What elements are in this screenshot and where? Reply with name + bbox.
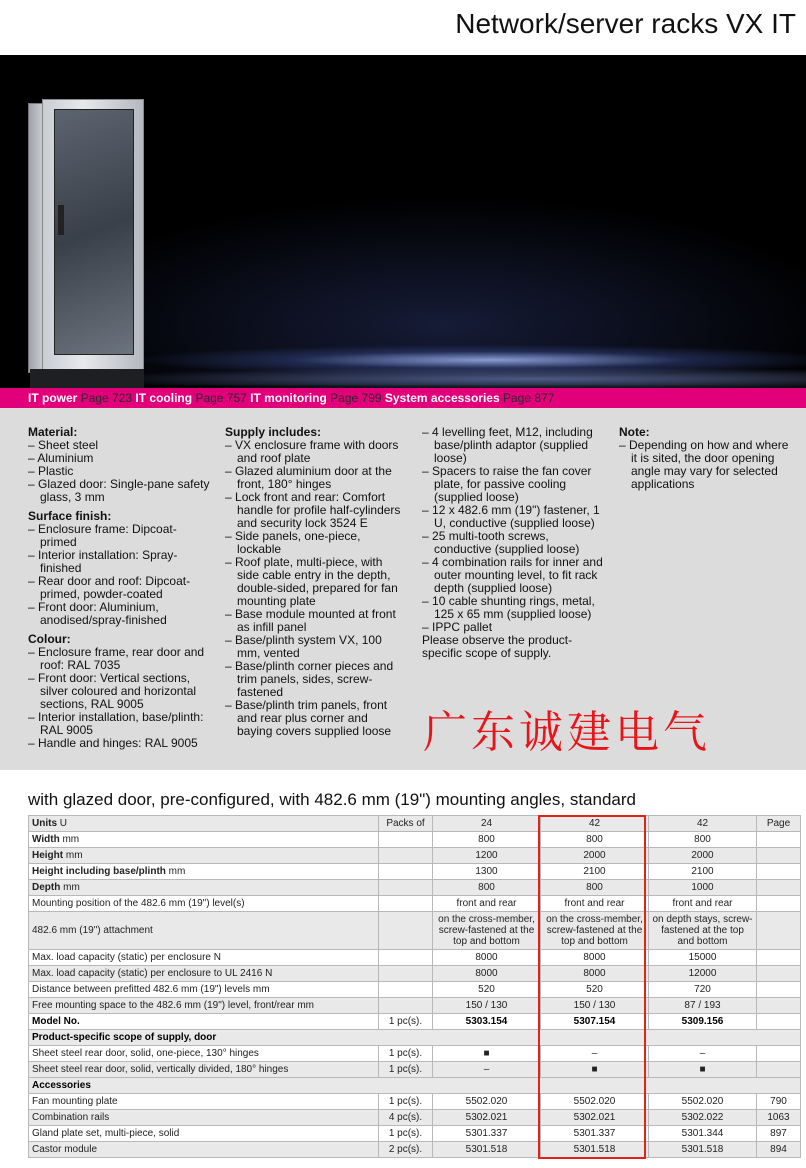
crosslink-page[interactable]: Page 799 <box>330 391 382 405</box>
value-cell: 800 <box>433 832 541 848</box>
colour-item: – Handle and hinges: RAL 9005 <box>28 737 213 750</box>
page-cell <box>757 1062 801 1078</box>
row-label-cell <box>29 982 379 998</box>
value-cell: 8000 <box>541 950 649 966</box>
units-unit: U <box>59 818 68 829</box>
value-cell: 5301.344 <box>649 1126 757 1142</box>
row-label: 482.6 mm (19") attachment <box>32 925 153 936</box>
row-label: Height <box>32 850 64 861</box>
supply-item: – 4 combination rails for inner and outer mounting level, to fit rack depth (supplied loose) <box>422 556 604 595</box>
row-label-cell <box>29 880 379 896</box>
row-unit: mm <box>63 882 80 893</box>
value-cell: 800 <box>433 880 541 896</box>
note-item: – Depending on how and where it is sited, the door opening angle may vary for selected applications <box>619 439 795 491</box>
crosslink-page[interactable]: Page 723 <box>80 391 133 405</box>
row-label: Height including base/plinth <box>32 866 166 877</box>
packs-cell <box>379 832 433 848</box>
value-cell: on depth stays, screw-fastened at the top and bottom <box>649 912 757 950</box>
page-cell <box>757 832 801 848</box>
page-header: Page <box>757 816 801 832</box>
crosslink-page[interactable]: Page 757 <box>195 391 247 405</box>
row-label-cell: Gland plate set, multi-piece, solid <box>29 1126 379 1142</box>
row-label-cell <box>29 998 379 1014</box>
row-label: Max. load capacity (static) per enclosure N <box>32 952 221 963</box>
supply-item: – Base/plinth system VX, 100 mm, vented <box>225 634 405 660</box>
row-label: Width <box>32 834 60 845</box>
section-row-door <box>29 1030 801 1046</box>
units-value-cell: 42 <box>541 816 649 832</box>
value-cell: 5301.518 <box>433 1142 541 1158</box>
value-cell: 5502.020 <box>541 1094 649 1110</box>
value-cell: 720 <box>649 982 757 998</box>
page-title: Network/server racks VX IT <box>455 8 796 39</box>
value-cell: – <box>433 1062 541 1078</box>
packs-cell <box>379 864 433 880</box>
page-cell <box>757 880 801 896</box>
page-cell <box>757 864 801 880</box>
packs-cell <box>379 848 433 864</box>
spec-column-material <box>28 426 213 750</box>
value-cell: 5301.337 <box>433 1126 541 1142</box>
value-cell: 1300 <box>433 864 541 880</box>
units-value-cell: 42 <box>649 816 757 832</box>
supply-item: – 25 multi-tooth screws, conductive (supplied loose) <box>422 530 604 556</box>
table-row <box>29 896 801 912</box>
section-heading-cell: Product-specific scope of supply, door <box>29 1030 801 1046</box>
value-cell: 5302.021 <box>433 1110 541 1126</box>
table-row <box>29 982 801 998</box>
surface-item: – Rear door and roof: Dipcoat-primed, powder-coated <box>28 575 213 601</box>
value-cell: 15000 <box>649 950 757 966</box>
packs-cell: 1 pc(s). <box>379 1046 433 1062</box>
value-cell: 5302.021 <box>541 1110 649 1126</box>
row-label-cell <box>29 896 379 912</box>
value-cell: 5302.022 <box>649 1110 757 1126</box>
surface-item: – Enclosure frame: Dipcoat-primed <box>28 523 213 549</box>
table-row <box>29 950 801 966</box>
value-cell: 150 / 130 <box>433 998 541 1014</box>
spec-column-note <box>619 426 795 491</box>
units-label: Units <box>32 818 57 829</box>
value-cell: 520 <box>433 982 541 998</box>
model-row <box>29 1014 801 1030</box>
packs-cell: 1 pc(s). <box>379 1126 433 1142</box>
supply-item: – Lock front and rear: Comfort handle for profile half-cylinders and security lock 3524 E <box>225 491 405 530</box>
supply-item: – Roof plate, multi-piece, with side cable entry in the depth, double-sided, prepared for fan mounting plate <box>225 556 405 608</box>
supply-item: – 12 x 482.6 mm (19") fastener, 1 U, conductive (supplied loose) <box>422 504 604 530</box>
page-cell <box>757 848 801 864</box>
supply-item: – 10 cable shunting rings, metal, 125 x 65 mm (supplied loose) <box>422 595 604 621</box>
colour-item: – Front door: Vertical sections, silver coloured and horizontal sections, RAL 9005 <box>28 672 213 711</box>
value-cell: 520 <box>541 982 649 998</box>
value-cell: 5301.518 <box>649 1142 757 1158</box>
section-heading-cell: Accessories <box>29 1078 801 1094</box>
crosslink-label[interactable]: IT cooling <box>135 391 193 405</box>
table-row <box>29 880 801 896</box>
row-label: Free mounting space to the 482.6 mm (19") level, front/rear mm <box>32 1000 315 1011</box>
supply-item: – Base module mounted at front as infill panel <box>225 608 405 634</box>
note-heading: Note: <box>619 425 650 439</box>
supply-item: – Spacers to raise the fan cover plate, for passive cooling (supplied loose) <box>422 465 604 504</box>
table-row <box>29 1126 801 1142</box>
value-cell: 12000 <box>649 966 757 982</box>
value-cell: 5502.020 <box>433 1094 541 1110</box>
row-unit: mm <box>65 850 83 861</box>
packs-cell <box>379 966 433 982</box>
value-cell: 1000 <box>649 880 757 896</box>
surface-heading: Surface finish: <box>28 509 112 523</box>
crosslink-label[interactable]: IT monitoring <box>250 391 327 405</box>
supply-item: – VX enclosure frame with doors and roof plate <box>225 439 405 465</box>
value-cell: ■ <box>433 1046 541 1062</box>
page-cell: 897 <box>757 1126 801 1142</box>
value-cell: 2000 <box>541 848 649 864</box>
table-header-row <box>29 816 801 832</box>
value-cell: 8000 <box>433 950 541 966</box>
row-label: Distance between prefitted 482.6 mm (19") levels mm <box>32 984 270 995</box>
packs-cell <box>379 950 433 966</box>
page-cell: 1063 <box>757 1110 801 1126</box>
packs-cell <box>379 912 433 950</box>
row-label-cell <box>29 832 379 848</box>
material-item: – Glazed door: Single-pane safety glass, 3 mm <box>28 478 213 504</box>
value-cell: ■ <box>649 1062 757 1078</box>
value-cell: on the cross-member, screw-fastened at the top and bottom <box>433 912 541 950</box>
row-unit: mm <box>168 866 186 877</box>
spec-table <box>28 815 801 1158</box>
row-label: Max. load capacity (static) per enclosure to UL 2416 N <box>32 968 273 979</box>
row-label-cell <box>29 912 379 950</box>
row-label-cell: Combination rails <box>29 1110 379 1126</box>
model-number-cell: 5307.154 <box>541 1014 649 1030</box>
packs-cell: 1 pc(s). <box>379 1094 433 1110</box>
value-cell: 5502.020 <box>649 1094 757 1110</box>
row-label-cell: Sheet steel rear door, solid, one-piece, 130° hinges <box>29 1046 379 1062</box>
value-cell: front and rear <box>649 896 757 912</box>
packs-cell <box>379 982 433 998</box>
page-cell <box>757 912 801 950</box>
value-cell: front and rear <box>433 896 541 912</box>
packs-cell <box>379 896 433 912</box>
value-cell: – <box>541 1046 649 1062</box>
value-cell: 150 / 130 <box>541 998 649 1014</box>
packs-cell: 4 pc(s). <box>379 1110 433 1126</box>
packs-cell: 1 pc(s). <box>379 1014 433 1030</box>
value-cell: front and rear <box>541 896 649 912</box>
value-cell: 800 <box>541 832 649 848</box>
rack-illustration <box>28 93 146 388</box>
row-label-cell: Fan mounting plate <box>29 1094 379 1110</box>
table-row <box>29 1094 801 1110</box>
table-row <box>29 832 801 848</box>
model-number-cell: 5309.156 <box>649 1014 757 1030</box>
table-row <box>29 1110 801 1126</box>
table-row <box>29 864 801 880</box>
row-label-cell: Castor module <box>29 1142 379 1158</box>
page-cell <box>757 896 801 912</box>
value-cell: 5301.518 <box>541 1142 649 1158</box>
value-cell: 2000 <box>649 848 757 864</box>
spec-panel <box>0 408 806 770</box>
page-cell: 894 <box>757 1142 801 1158</box>
spec-column-supply-cont <box>422 426 604 660</box>
spec-column-supply <box>225 426 405 738</box>
page-cell <box>757 998 801 1014</box>
value-cell: 1200 <box>433 848 541 864</box>
page-cell <box>757 982 801 998</box>
table-row <box>29 1142 801 1158</box>
packs-cell: 1 pc(s). <box>379 1062 433 1078</box>
packs-header: Packs of <box>379 816 433 832</box>
watermark-text: 广东诚建电气 <box>423 707 711 758</box>
table-row <box>29 1062 801 1078</box>
crosslink-bar <box>0 388 806 408</box>
packs-cell <box>379 880 433 896</box>
table-title: with glazed door, pre-configured, with 482.6 mm (19") mounting angles, standard <box>28 790 636 809</box>
surface-item: – Interior installation: Spray-finished <box>28 549 213 575</box>
page-cell <box>757 966 801 982</box>
value-cell: 8000 <box>541 966 649 982</box>
model-number-cell: 5303.154 <box>433 1014 541 1030</box>
row-label-cell <box>29 966 379 982</box>
hero-image <box>0 55 806 388</box>
spec-table-body <box>29 816 801 1158</box>
packs-cell <box>379 998 433 1014</box>
section-row-accessories <box>29 1078 801 1094</box>
material-item: – Plastic <box>28 465 213 478</box>
value-cell: on the cross-member, screw-fastened at the top and bottom <box>541 912 649 950</box>
supply-item: – Side panels, one-piece, lockable <box>225 530 405 556</box>
colour-heading: Colour: <box>28 632 71 646</box>
material-heading: Material: <box>28 425 78 439</box>
value-cell: 5301.337 <box>541 1126 649 1142</box>
supply-heading: Supply includes: <box>225 425 322 439</box>
value-cell: 87 / 193 <box>649 998 757 1014</box>
table-row <box>29 966 801 982</box>
supply-item: – 4 levelling feet, M12, including base/plinth adaptor (supplied loose) <box>422 426 604 465</box>
surface-item: – Front door: Aluminium, anodised/spray-finished <box>28 601 213 627</box>
row-label-cell <box>29 864 379 880</box>
material-item: – Aluminium <box>28 452 213 465</box>
row-label-cell <box>29 848 379 864</box>
value-cell: 800 <box>541 880 649 896</box>
colour-item: – Enclosure frame, rear door and roof: RAL 7035 <box>28 646 213 672</box>
row-label: Mounting position of the 482.6 mm (19") level(s) <box>32 898 245 909</box>
crosslink-label[interactable]: IT power <box>28 391 78 405</box>
table-row <box>29 998 801 1014</box>
page-cell: 790 <box>757 1094 801 1110</box>
page-cell <box>757 950 801 966</box>
crosslink-label[interactable]: System accessories <box>384 391 500 405</box>
units-label-cell <box>29 816 379 832</box>
material-item: – Sheet steel <box>28 439 213 452</box>
value-cell: 2100 <box>541 864 649 880</box>
supply-item: – Base/plinth trim panels, front and rear plus corner and baying covers supplied loose <box>225 699 405 738</box>
table-row <box>29 912 801 950</box>
supply-observe-text: Please observe the product-specific scope of supply. <box>422 633 573 660</box>
page-cell <box>757 1046 801 1062</box>
row-label-cell <box>29 950 379 966</box>
supply-item: – IPPC pallet <box>422 621 604 634</box>
row-label: Depth <box>32 882 61 893</box>
value-cell: 800 <box>649 832 757 848</box>
row-unit: mm <box>62 834 80 845</box>
units-value-cell: 24 <box>433 816 541 832</box>
model-label-cell: Model No. <box>29 1014 379 1030</box>
supply-item: – Glazed aluminium door at the front, 180° hinges <box>225 465 405 491</box>
value-cell: ■ <box>541 1062 649 1078</box>
value-cell: – <box>649 1046 757 1062</box>
value-cell: 2100 <box>649 864 757 880</box>
packs-cell: 2 pc(s). <box>379 1142 433 1158</box>
page-cell <box>757 1014 801 1030</box>
crosslink-page[interactable]: Page 877 <box>503 391 555 405</box>
row-label-cell: Sheet steel rear door, solid, vertically divided, 180° hinges <box>29 1062 379 1078</box>
supply-item: – Base/plinth corner pieces and trim panels, sides, screw-fastened <box>225 660 405 699</box>
table-row <box>29 1046 801 1062</box>
table-row <box>29 848 801 864</box>
hero-light-streak-lower <box>80 367 806 388</box>
colour-item: – Interior installation, base/plinth: RAL 9005 <box>28 711 213 737</box>
value-cell: 8000 <box>433 966 541 982</box>
